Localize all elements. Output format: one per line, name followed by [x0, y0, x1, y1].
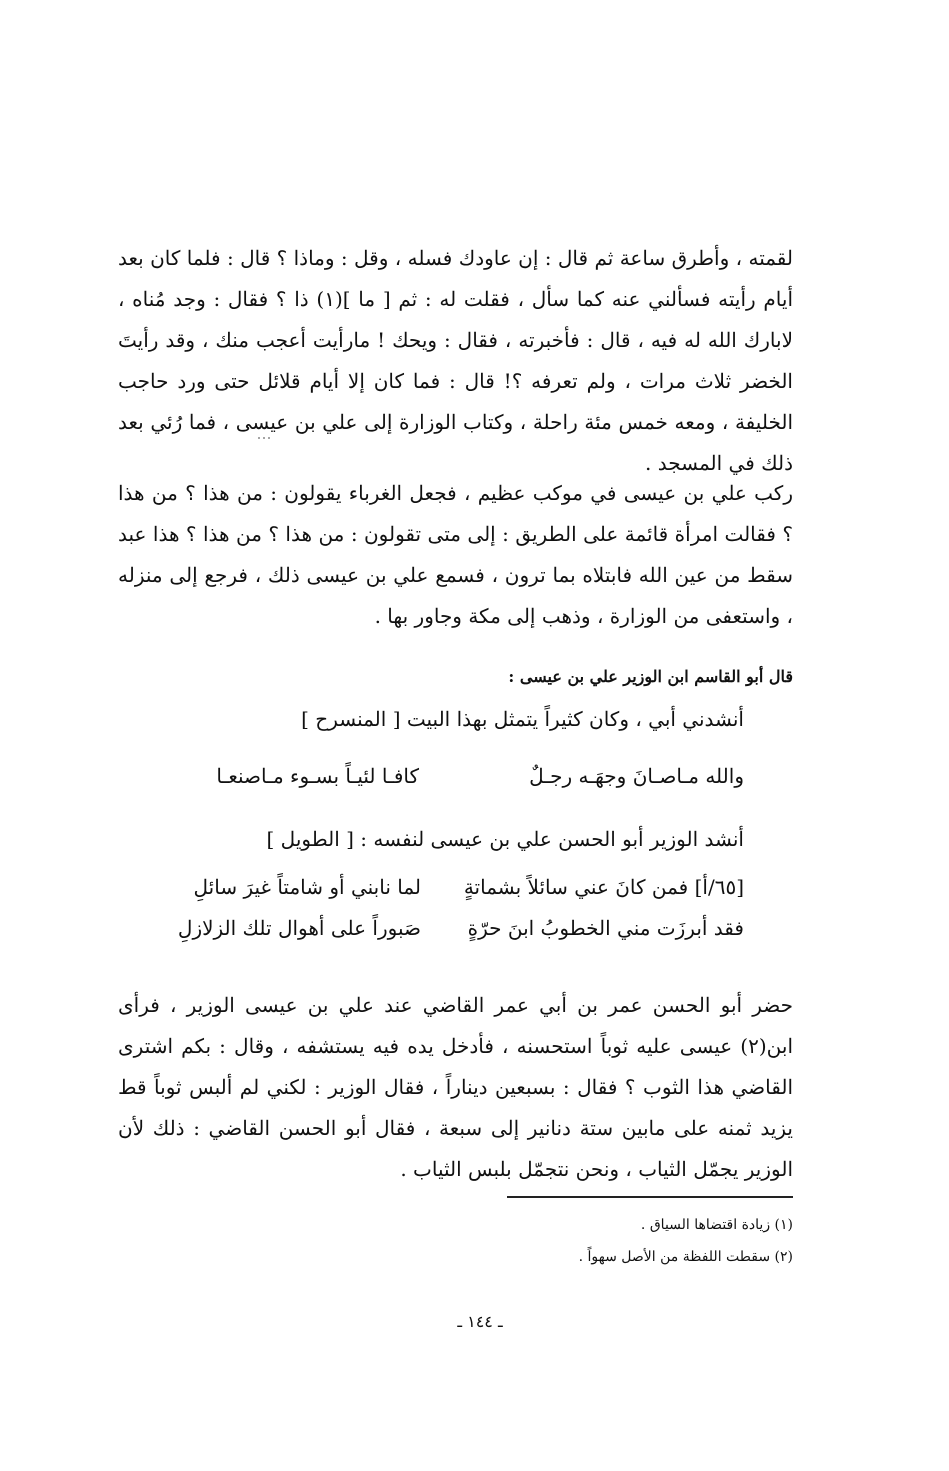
paragraph-1 — [118, 238, 793, 484]
verse-1-left-hemistich: كافـا لئيـاً بسـوء مـاصنعـا — [216, 764, 419, 788]
page-number: ـ ١٤٤ ـ — [457, 1312, 503, 1331]
footnote-2: (٢) سقطت اللفظة من الأصل سهواً . — [578, 1249, 793, 1265]
paragraph-2-text: ركب علي بن عيسى في موكب عظيم ، فجعل الغرباء يقولون : من هذا ؟ من هذا ؟ فقالت امرأة قائمة على الطريق : إلى متى تقولون : من هذا ؟ من هذا ؟ هذا عبد سقط من عين الله فابتلاه بما ترون ، فسمع علي بن عيسى ذلك ، فرجع إلى منزله ، واستعفى من الوزارة ، وذهب إلى مكة وجاور بها . — [118, 481, 793, 628]
decorative-dots — [258, 437, 270, 439]
verse-2-right-hemistich: [٦٥/أ] فمن كانَ عني سائلاً بشماتةٍ — [463, 875, 744, 899]
verse-2-left-hemistich: لما نابني أو شامتاً غيرَ سائلِ — [193, 875, 421, 899]
section-1-heading: قال أبو القاسم ابن الوزير علي بن عيسى : — [508, 667, 793, 686]
paragraph-3 — [118, 985, 793, 1190]
footnote-1: (١) زيادة اقتضاها السياق . — [640, 1217, 793, 1233]
paragraph-3-text: حضر أبو الحسن عمر بن أبي عمر القاضي عند علي بن عيسى الوزير ، فرأى ابن(٢) عيسى عليه ثوباً استحسنه ، فأدخل يده فيه يستشفه ، وقال : بكم اشترى القاضي هذا الثوب ؟ فقال : بسبعين ديناراً ، فقال الوزير : لكني لم ألبس ثوباً قط يزيد ثمنه على مابين ستة دنانير إلى سبعة ، فقال أبو الحسن القاضي : ذلك لأن الوزير يجمّل الثياب ، ونحن نتجمّل بلبس الثياب . — [118, 993, 793, 1181]
section-1-intro: أنشدني أبي ، وكان كثيراً يتمثل بهذا البيت [ المنسرح ] — [301, 707, 744, 731]
section-2-intro: أنشد الوزير أبو الحسن علي بن عيسى لنفسه : [ الطويل ] — [266, 827, 744, 851]
footnote-separator — [507, 1196, 793, 1198]
paragraph-2 — [118, 473, 793, 637]
verse-1-right-hemistich: والله مـاصـانَ وجهَـه رجـلٌ — [529, 764, 744, 788]
verse-3-right-hemistich: فقد أبرزَت مني الخطوبُ ابنَ حرّةٍ — [467, 916, 744, 940]
paragraph-1-text: لقمته ، وأطرق ساعة ثم قال : إن عاودك فسله ، وقل : وماذا ؟ قال : فلما كان بعد أيام رأيته فسألني عنه كما سأل ، فقلت له : ثم [ ما ](١) ذا ؟ فقال : وجد مُناه ، لابارك الله له فيه ، قال : فأخبرته ، فقال : ويحك ! مارأيت أعجب منك ، وقد رأيتَ الخضر ثلاث مرات ، ولم تعرفه ؟! قال : فما كان إلا أيام قلائل حتى ورد حاجب الخليفة ، ومعه خمس مئة راحلة ، وكتاب الوزارة إلى علي بن عيسى ، فما رُئي بعد ذلك في المسجد . — [118, 246, 794, 475]
verse-3-left-hemistich: صَبوراً على أهوال تلك الزلازلِ — [177, 916, 421, 940]
